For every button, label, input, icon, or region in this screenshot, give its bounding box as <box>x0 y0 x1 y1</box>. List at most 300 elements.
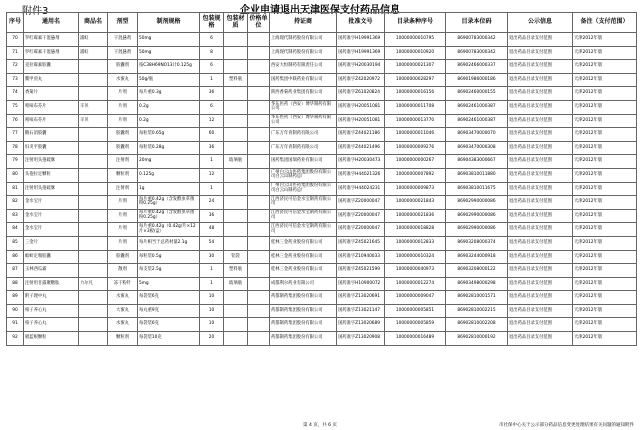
table-cell: 注射剂 <box>108 182 138 196</box>
table-cell <box>248 304 270 318</box>
table-cell: 1g <box>138 182 200 196</box>
table-cell: 72 <box>7 60 24 74</box>
table-cell: 1 <box>200 264 224 278</box>
table-cell: 87 <box>7 264 24 278</box>
table-cell <box>224 223 248 237</box>
table-cell <box>248 209 270 223</box>
table-cell <box>79 182 108 196</box>
table-cell: 86902466000337 <box>446 60 508 74</box>
table-cell: 颗粒剂 <box>108 332 138 346</box>
table-cell: 天津2012年版 <box>573 60 637 74</box>
table-cell: 片剂 <box>108 196 138 210</box>
table-cell <box>248 168 270 182</box>
table-cell: 药都制药集团股份有限公司 <box>270 304 337 318</box>
table-cell: 每袋装6克 <box>138 291 200 305</box>
table-cell: 陕西香菊药业集团有限公司 <box>270 87 337 101</box>
table-cell: 金水宝片 <box>24 196 79 210</box>
table-row <box>7 182 637 196</box>
table-cell: 退出药品目录支付范围 <box>508 141 573 155</box>
table-cell: 每袋装6克 <box>138 318 200 332</box>
column-header: 备注（支付范围） <box>573 13 637 33</box>
table-cell: 天津2012年版 <box>573 250 637 264</box>
table-cell: 6 <box>200 33 224 47</box>
table-cell: 10 <box>200 291 224 305</box>
table-cell <box>248 46 270 60</box>
table-cell <box>79 128 108 142</box>
table-cell: 国药准字Z13021147 <box>337 304 385 318</box>
table-cell: 退出药品目录支付范围 <box>508 318 573 332</box>
table-cell: 塑料瓶 <box>224 73 248 87</box>
table-cell: 10000000016489 <box>385 332 446 346</box>
table-cell: 国药准字H10900072 <box>337 277 385 291</box>
table-cell: 国药准字H20030194 <box>337 60 385 74</box>
table-cell: 金水宝片 <box>24 223 79 237</box>
table-cell: 国药准字Z20000047 <box>337 209 385 223</box>
table-cell <box>224 304 248 318</box>
table-cell: 华东医药（西安）博华制药有限公司 <box>270 100 337 114</box>
table-cell: 10 <box>200 304 224 318</box>
table-cell: 12 <box>200 114 224 128</box>
table-cell: 药都制药集团股份有限公司 <box>270 318 337 332</box>
table-cell: 79 <box>7 155 24 169</box>
table-row <box>7 291 637 305</box>
table-cell: 退出药品目录支付范围 <box>508 236 573 250</box>
table-cell: 成都利尔药业有限公司 <box>270 277 337 291</box>
table-cell: 浦虹 <box>79 46 108 60</box>
table-cell <box>79 60 108 74</box>
table-cell <box>79 264 108 278</box>
table-cell: 5mg <box>138 277 200 291</box>
table-cell <box>224 196 248 210</box>
attachment-label: 附件3 <box>22 6 49 17</box>
table-cell: 国药准字Z61020824 <box>337 87 385 101</box>
table-cell: 玻璃瓶 <box>224 155 248 169</box>
table-cell: 76 <box>7 114 24 128</box>
table-cell: 辛贝 <box>79 114 108 128</box>
table-row <box>7 318 637 332</box>
column-header: 包装材质 <box>224 13 248 33</box>
table-cell <box>224 168 248 182</box>
table-cell <box>79 332 108 346</box>
table-cell <box>79 196 108 210</box>
table-cell: 退出药品目录支付范围 <box>508 33 573 47</box>
table-cell: 每片重0.42g（含发酵虫草菌粉0.25g） <box>138 209 200 223</box>
table-cell: 退出药品目录支付范围 <box>508 128 573 142</box>
table-cell: 10000000007892 <box>385 168 446 182</box>
table-cell: 90 <box>7 304 24 318</box>
table-cell: 20 <box>200 332 224 346</box>
table-cell: 退出药品目录支付范围 <box>508 264 573 278</box>
table-cell: 天津2012年版 <box>573 155 637 169</box>
table-cell: 天津2012年版 <box>573 46 637 60</box>
page-number: 第 4 页，共 6 页 <box>303 423 337 428</box>
table-cell: 天津2012年版 <box>573 318 637 332</box>
table-cell <box>79 87 108 101</box>
table-cell: 国药准字Z20000047 <box>337 223 385 237</box>
table-cell: 国药准字Z42020972 <box>337 73 385 87</box>
table-cell: 天津2012年版 <box>573 168 637 182</box>
table-cell: 片剂 <box>108 100 138 114</box>
table-row <box>7 33 637 47</box>
table-cell <box>79 304 108 318</box>
table-cell: 10000000012274 <box>385 277 446 291</box>
table-cell <box>248 141 270 155</box>
table-cell: 退出药品目录支付范围 <box>508 73 573 87</box>
table-cell <box>224 60 248 74</box>
table-cell: 退出药品目录支付范围 <box>508 46 573 60</box>
table-cell: 力尔凡 <box>79 277 108 291</box>
table-cell <box>248 264 270 278</box>
table-cell: 天津2012年版 <box>573 304 637 318</box>
table-cell: 罗红霉素干混悬剂 <box>24 46 79 60</box>
table-cell: 1 <box>200 277 224 291</box>
table-cell: 86904383000667 <box>446 155 508 169</box>
table-cell: 86902461000387 <box>446 114 508 128</box>
table-cell <box>224 209 248 223</box>
table-cell: 国药集团中联药业有限公司 <box>270 73 337 87</box>
table-cell <box>248 114 270 128</box>
table-cell <box>248 155 270 169</box>
column-header: 制剂规格 <box>138 13 200 33</box>
column-header: 批准文号 <box>337 13 385 33</box>
table-cell: 48 <box>200 223 224 237</box>
table-cell: 10000000009047 <box>385 291 446 305</box>
table-cell: 天津2012年版 <box>573 196 637 210</box>
table-cell: 退出药品目录支付范围 <box>508 168 573 182</box>
table-row <box>7 304 637 318</box>
table-cell: 10000000040973 <box>385 264 446 278</box>
table-cell: 每片重0.3g <box>138 87 200 101</box>
table-cell: 86903208000122 <box>446 264 508 278</box>
table-cell: 1 <box>200 182 224 196</box>
table-cell: 天津2012年版 <box>573 141 637 155</box>
table-cell: 国药准字H19991369 <box>337 46 385 60</box>
table-cell: 板蓝根颗粒 <box>24 332 79 346</box>
table-cell: 天津2012年版 <box>573 332 637 346</box>
table-row <box>7 46 637 60</box>
table-row <box>7 209 637 223</box>
table-cell: 86903498000298 <box>446 277 508 291</box>
table-row <box>7 128 637 142</box>
table-cell: 胶囊剂 <box>108 128 138 142</box>
table-cell: 片剂 <box>108 209 138 223</box>
table-cell: 国药准字Z20000047 <box>337 196 385 210</box>
table-cell <box>224 291 248 305</box>
table-cell: 国药集团国瑞药业有限公司 <box>270 155 337 169</box>
table-cell: 退出药品目录支付范围 <box>508 87 573 101</box>
column-header: 剂型 <box>108 13 138 33</box>
table-cell: 国药准字Z13020908 <box>337 332 385 346</box>
table-cell <box>224 182 248 196</box>
table-cell: 罗红霉素干混悬剂 <box>24 33 79 47</box>
table-cell: 0.2g <box>138 114 200 128</box>
table-cell: 妇炎平胶囊 <box>24 141 79 155</box>
table-cell: 10000000010795 <box>385 33 446 47</box>
table-cell: 退出药品目录支付范围 <box>508 209 573 223</box>
table-cell: 铝袋 <box>224 250 248 264</box>
table-cell: 71 <box>7 46 24 60</box>
table-cell: 6 <box>200 60 224 74</box>
table-row <box>7 250 637 264</box>
table-cell <box>224 141 248 155</box>
table-cell <box>79 291 108 305</box>
table-cell: 91 <box>7 318 24 332</box>
table-cell: 1 <box>200 73 224 87</box>
table-cell: 国药准字Z45021599 <box>337 264 385 278</box>
table-cell: 10000000009873 <box>385 182 446 196</box>
table-row <box>7 87 637 101</box>
table-cell: 10000000010324 <box>385 250 446 264</box>
table-cell: 广东万年青制药有限公司 <box>270 128 337 142</box>
table-cell: 86902810000192 <box>446 332 508 346</box>
table-cell: 10000000009276 <box>385 141 446 155</box>
table-cell: 大蜜丸 <box>108 304 138 318</box>
table-cell: 水蜜丸 <box>108 73 138 87</box>
table-cell: 柏子养心丸 <box>24 318 79 332</box>
table-cell: 天津2012年版 <box>573 291 637 305</box>
table-cell: 退出药品目录支付范围 <box>508 100 573 114</box>
table-cell: 附子理中丸 <box>24 291 79 305</box>
table-cell: 50g/瓶 <box>138 73 200 87</box>
table-cell: 每粒装0.65g <box>138 128 200 142</box>
column-header: 价格单位 <box>248 13 270 33</box>
table-cell: 10000000011046 <box>385 128 446 142</box>
table-cell: 92 <box>7 332 24 346</box>
table-cell: 三金片 <box>24 236 79 250</box>
page-title: 企业申请退出天津医保支付药品信息 <box>240 5 400 16</box>
table-cell <box>224 100 248 114</box>
table-cell: 退出药品目录支付范围 <box>508 223 573 237</box>
table-cell: 退出药品目录支付范围 <box>508 182 573 196</box>
table-cell <box>79 209 108 223</box>
table-cell <box>248 291 270 305</box>
table-cell <box>224 318 248 332</box>
table-cell: 国药准字H44021326 <box>337 168 385 182</box>
table-cell: 86900783000342 <box>446 46 508 60</box>
table-cell: 柏子养心丸 <box>24 304 79 318</box>
table-row <box>7 168 637 182</box>
table-cell: 天津2012年版 <box>573 277 637 291</box>
table-cell: 86903208000374 <box>446 236 508 250</box>
table-cell: 83 <box>7 209 24 223</box>
table-cell: 国药准字H20051081 <box>337 100 385 114</box>
table-cell: 香菊片 <box>24 87 79 101</box>
table-row <box>7 60 637 74</box>
table-cell: 每粒装0.28g <box>138 141 200 155</box>
table-cell: 每片重0.42g（0.42g/片×12片×3板/盒） <box>138 223 200 237</box>
table-cell: 江西济民可信金水宝制药有限公司 <box>270 223 337 237</box>
table-cell <box>224 128 248 142</box>
table-cell: 10000000018828 <box>385 223 446 237</box>
table-cell: 50mg <box>138 46 200 60</box>
table-row <box>7 332 637 346</box>
table-cell: 国药准字H44024231 <box>337 182 385 196</box>
table-cell: 85 <box>7 236 24 250</box>
table-cell: 20mg <box>138 155 200 169</box>
table-cell: 水蜜丸 <box>108 291 138 305</box>
table-cell: 国药准字Z13020689 <box>337 318 385 332</box>
table-cell: 54 <box>200 236 224 250</box>
table-cell: 86902810002215 <box>446 304 508 318</box>
table-cell: 退出药品目录支付范围 <box>508 304 573 318</box>
table-cell: 10 <box>200 318 224 332</box>
column-header: 公示信息 <box>508 13 573 33</box>
table-cell: 36 <box>200 209 224 223</box>
table-cell: 退出药品目录支付范围 <box>508 114 573 128</box>
table-cell: 36 <box>200 141 224 155</box>
table-cell: 86902990000086 <box>446 209 508 223</box>
table-cell <box>224 114 248 128</box>
column-header: 通用名 <box>24 13 79 33</box>
table-cell: 广州白云山医药集团股份有限公司白云山制药总厂 <box>270 168 337 182</box>
table-row <box>7 264 637 278</box>
table-row <box>7 73 637 87</box>
table-cell: 10000000011708 <box>385 100 446 114</box>
column-header: 包装规格 <box>200 13 224 33</box>
table-cell: 干混悬剂 <box>108 33 138 47</box>
table-cell: 81 <box>7 182 24 196</box>
table-cell: 每片相当于总药材量2.1g <box>138 236 200 250</box>
table-cell <box>224 33 248 47</box>
table-cell: 胶囊剂 <box>108 141 138 155</box>
table-cell: 浦虹 <box>79 33 108 47</box>
table-cell: 77 <box>7 128 24 142</box>
table-cell: 片剂 <box>108 236 138 250</box>
table-cell: 82 <box>7 196 24 210</box>
column-header: 目录本位码 <box>446 13 508 33</box>
table-cell: 70 <box>7 33 24 47</box>
table-cell: 冻干粉针 <box>108 277 138 291</box>
table-cell: 86902810002208 <box>446 318 508 332</box>
column-header: 目录条种序号 <box>385 13 446 33</box>
table-cell: 86903470000070 <box>446 128 508 142</box>
table-cell <box>79 141 108 155</box>
table-cell <box>248 100 270 114</box>
table-cell: 江西济民可信金水宝制药有限公司 <box>270 196 337 210</box>
column-header: 商品名 <box>79 13 108 33</box>
table-cell: 10000000012833 <box>385 236 446 250</box>
column-header: 序号 <box>7 13 24 33</box>
table-cell: 上海现代制药股份有限公司 <box>270 33 337 47</box>
table-cell: 国药准字H20030473 <box>337 155 385 169</box>
table-cell: 10000000021843 <box>385 196 446 210</box>
table-cell: 退出药品目录支付范围 <box>508 291 573 305</box>
table-cell: 上海现代制药股份有限公司 <box>270 46 337 60</box>
table-cell: 86902990000086 <box>446 223 508 237</box>
table-cell: 10000000028297 <box>385 73 446 87</box>
table-cell: 每袋装10克 <box>138 332 200 346</box>
table-cell: 颗粒剂 <box>108 168 138 182</box>
table-row <box>7 100 637 114</box>
table-cell: 注射用甘露聚糖肽 <box>24 277 79 291</box>
table-cell: 8 <box>200 46 224 60</box>
table-cell: 86903244000918 <box>446 250 508 264</box>
table-cell: 按C38H69NO13计0.125g <box>138 60 200 74</box>
table-cell: 86903470000308 <box>446 141 508 155</box>
table-cell: 86901986000186 <box>446 73 508 87</box>
table-cell: 注射剂 <box>108 155 138 169</box>
table-row <box>7 141 637 155</box>
table-cell: 75 <box>7 100 24 114</box>
table-cell: 江西济民可信金水宝制药有限公司 <box>270 209 337 223</box>
table-cell <box>248 332 270 346</box>
table-cell: 鳖甲煎丸 <box>24 73 79 87</box>
footer-note: 市社保中心关于公示部分药品信息变更处理结果有关问题的通知附件 <box>499 423 634 428</box>
table-cell: 天津2012年版 <box>573 264 637 278</box>
table-cell <box>79 318 108 332</box>
table-cell: 60 <box>200 128 224 142</box>
table-cell <box>79 250 108 264</box>
table-cell: 86902810001571 <box>446 291 508 305</box>
table-cell: 86902460000155 <box>446 87 508 101</box>
table-cell: 0.2g <box>138 100 200 114</box>
table-cell: 吲哚布芬片 <box>24 114 79 128</box>
table-cell: 退出药品目录支付范围 <box>508 332 573 346</box>
table-cell: 36 <box>200 87 224 101</box>
table-cell: 药都制药集团股份有限公司 <box>270 332 337 346</box>
table-cell: 退出药品目录支付范围 <box>508 196 573 210</box>
table-cell: 10000000005851 <box>385 304 446 318</box>
table-cell: 86902990000086 <box>446 196 508 210</box>
table-row <box>7 196 637 210</box>
table-cell: 84 <box>7 223 24 237</box>
table-cell: 片剂 <box>108 223 138 237</box>
table-cell: 玉林西瓜霜 <box>24 264 79 278</box>
table-cell: 10000000021836 <box>385 209 446 223</box>
table-cell: 73 <box>7 73 24 87</box>
table-cell <box>248 33 270 47</box>
table-cell <box>248 318 270 332</box>
table-cell <box>248 223 270 237</box>
table-cell: 国药准字Z13020691 <box>337 291 385 305</box>
table-header-row <box>7 13 637 33</box>
table-cell <box>79 223 108 237</box>
table-cell: 克拉霉素胶囊 <box>24 60 79 74</box>
table-cell: 桂林三金药业股份有限公司 <box>270 236 337 250</box>
table-cell: 每丸重9克 <box>138 304 200 318</box>
table-cell: 10000000010920 <box>385 46 446 60</box>
table-cell <box>248 250 270 264</box>
table-cell: 天津2012年版 <box>573 236 637 250</box>
table-cell: 国药准字Z45021645 <box>337 236 385 250</box>
table-cell: 西安大恒制药有限责任公司 <box>270 60 337 74</box>
table-row <box>7 223 637 237</box>
table-cell: 天津2012年版 <box>573 114 637 128</box>
table-cell <box>79 168 108 182</box>
table-cell <box>248 60 270 74</box>
table-cell: 水蜜丸 <box>108 318 138 332</box>
table-cell <box>224 87 248 101</box>
drug-table <box>6 12 637 346</box>
table-cell: 24 <box>200 196 224 210</box>
table-cell: 干混悬剂 <box>108 46 138 60</box>
table-cell: 每支装2.5g <box>138 264 200 278</box>
table-cell: 86903810011675 <box>446 182 508 196</box>
table-cell: 辛贝 <box>79 100 108 114</box>
table-cell: 10000000013770 <box>385 114 446 128</box>
table-cell: 退出药品目录支付范围 <box>508 60 573 74</box>
table-cell: 散剂 <box>108 264 138 278</box>
table-cell: 86 <box>7 250 24 264</box>
table-cell: 每粒装0.5g <box>138 250 200 264</box>
table-cell: 注射用头孢硫脒 <box>24 182 79 196</box>
table-cell: 药都制药集团股份有限公司 <box>270 291 337 305</box>
table-cell <box>248 182 270 196</box>
table-cell: 退出药品目录支付范围 <box>508 155 573 169</box>
table-cell: 6 <box>200 100 224 114</box>
table-cell: 退出药品目录支付范围 <box>508 250 573 264</box>
table-cell <box>248 236 270 250</box>
